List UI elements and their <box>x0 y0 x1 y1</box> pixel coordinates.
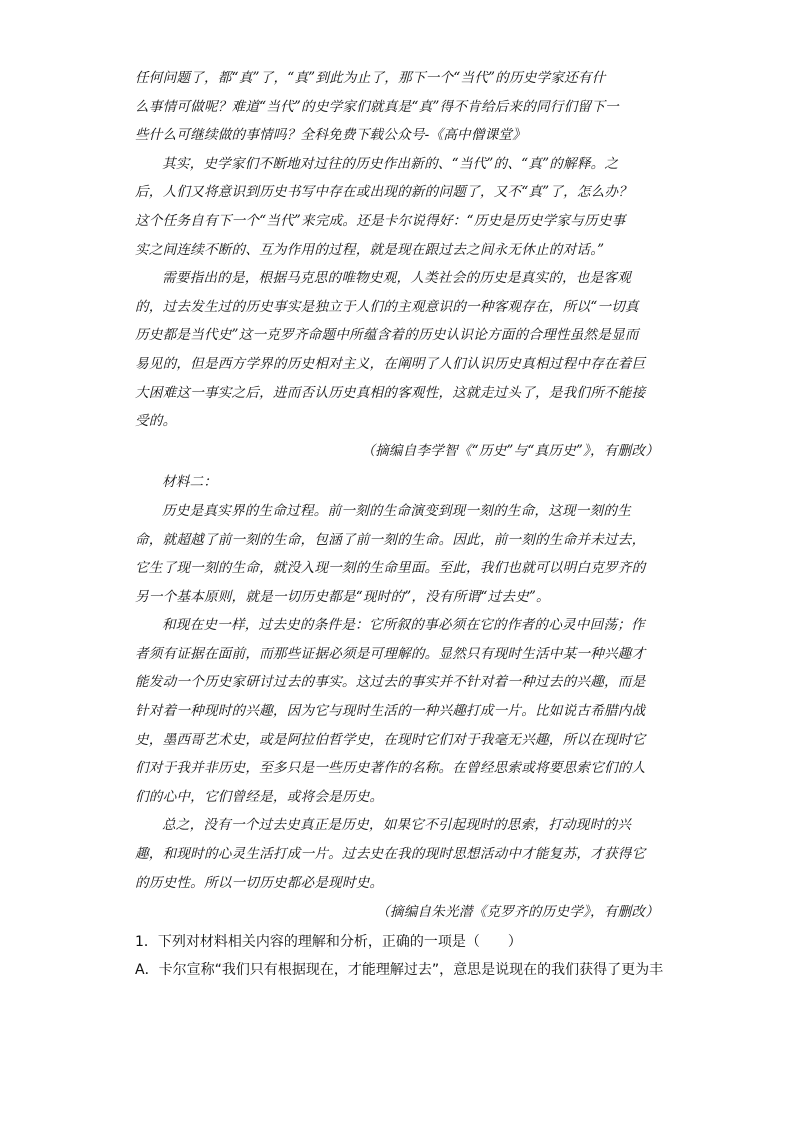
text-line: 后，人们又将意识到历史书写中存在或出现的新的问题了，又不“真”了，怎么办？ <box>135 184 633 201</box>
text-line: 易见的，但是西方学界的历史相对主义，在阐明了人们认识历史真相过程中存在着巨 <box>135 355 646 372</box>
paragraph-2 <box>135 150 659 264</box>
text-line: 受的。 <box>135 413 177 430</box>
text-line: 历史都是当代史”这一克罗齐命题中所蕴含着的历史认识论方面的合理性虽然是显而 <box>135 327 639 344</box>
text-line: 们的心中，它们曾经是，或将会是历史。 <box>135 788 384 805</box>
text-line: 实之间连续不断的、互为作用的过程，就是现在跟过去之间永无休止的对话。” <box>135 241 605 258</box>
text-line: 者须有证据在面前，而那些证据必须是可理解的。显然只有现时生活中某一种兴趣才 <box>135 645 646 662</box>
text-line: 需要指出的是，根据马克思的唯物史观，人类社会的历史是真实的，也是客观 <box>162 270 631 287</box>
text-line: 它生了现一刻的生命，就没入现一刻的生命里面。至此，我们也就可以明白克罗齐的 <box>135 560 646 577</box>
text-line: 趣，和现时的心灵生活打成一片。过去史在我的现时思想活动中才能复苏，才获得它 <box>135 846 646 863</box>
text-line: 么事情可做呢？难道“当代”的史学家们就真是“真”得不肯给后来的同行们留下一 <box>135 98 619 115</box>
text-line: 任何问题了，都“真”了，“真”到此为止了，那下一个“当代”的历史学家还有什 <box>135 70 606 86</box>
text-line: 历史是真实界的生命过程。前一刻的生命演变到现一刻的生命，这现一刻的生 <box>162 502 631 519</box>
text-line: 另一个基本原则，就是一切历史都是“现时的”，没有所谓“过去史”。 <box>135 588 550 605</box>
text-line: 的，过去发生过的历史事实是独立于人们的主观意识的一种客观存在，所以“一切真 <box>135 298 639 315</box>
text-line: 其实，史学家们不断地对过往的历史作出新的、“当代”的、“真”的解释。之 <box>162 155 619 172</box>
source-citation-2: （摘编自朱光潜《克罗齐的历史学》，有删改） <box>376 904 659 921</box>
question-block <box>135 928 664 984</box>
text-line: 这个任务自有下一个“当代”来完成。还是卡尔说得好：“历史是历史学家与历史事 <box>135 212 626 229</box>
paragraph-3 <box>135 264 659 436</box>
text-line: 命，就超越了前一刻的生命，包涵了前一刻的生命。因此，前一刻的生命并未过去， <box>135 531 646 548</box>
paragraph-4 <box>135 497 659 611</box>
text-line: 些什么可继续做的事情吗？全科免费下载公众号-《高中僧课堂》 <box>135 127 527 144</box>
paragraph-6 <box>135 811 659 897</box>
material-2-label: 材料二： <box>162 474 218 491</box>
paragraph-1 <box>135 64 659 150</box>
text-line: 和现在史一样，过去史的条件是：它所叙的事必须在它的作者的心灵中回荡；作 <box>162 617 645 634</box>
text-line: 的历史性。所以一切历史都必是现时史。 <box>135 874 384 891</box>
text-line: 大困难这一事实之后，进而否认历史真相的客观性，这就走过头了，是我们所不能接 <box>135 384 646 401</box>
text-line: 能发动一个历史家研讨过去的事实。这过去的事实并不针对着一种过去的兴趣，而是 <box>135 674 646 691</box>
text-line: 史，墨西哥艺术史，或是阿拉伯哲学史，在现时它们对于我毫无兴趣，所以在现时它 <box>135 731 646 748</box>
paragraph-5 <box>135 611 659 811</box>
text-line: 总之，没有一个过去史真正是历史，如果它不引起现时的思索，打动现时的兴 <box>162 817 631 834</box>
article-part-1 <box>135 64 659 465</box>
question-stem: 1．下列对材料相关内容的理解和分析，正确的一项是（ ） <box>135 933 522 950</box>
option-a[interactable]: A．卡尔宣称“我们只有根据现在，才能理解过去”，意思是说现在的我们获得了更为丰 <box>135 961 664 978</box>
article-part-2 <box>135 468 659 927</box>
source-citation-1: （摘编自李学智《“历史”与“真历史”》，有删改） <box>361 442 659 459</box>
text-line: 们对于我并非历史，至多只是一些历史著作的名称。在曾经思索或将要思索它们的人 <box>135 760 646 777</box>
text-line: 针对着一种现时的兴趣，因为它与现时生活的一种兴趣打成一片。比如说古希腊内战 <box>135 703 646 720</box>
